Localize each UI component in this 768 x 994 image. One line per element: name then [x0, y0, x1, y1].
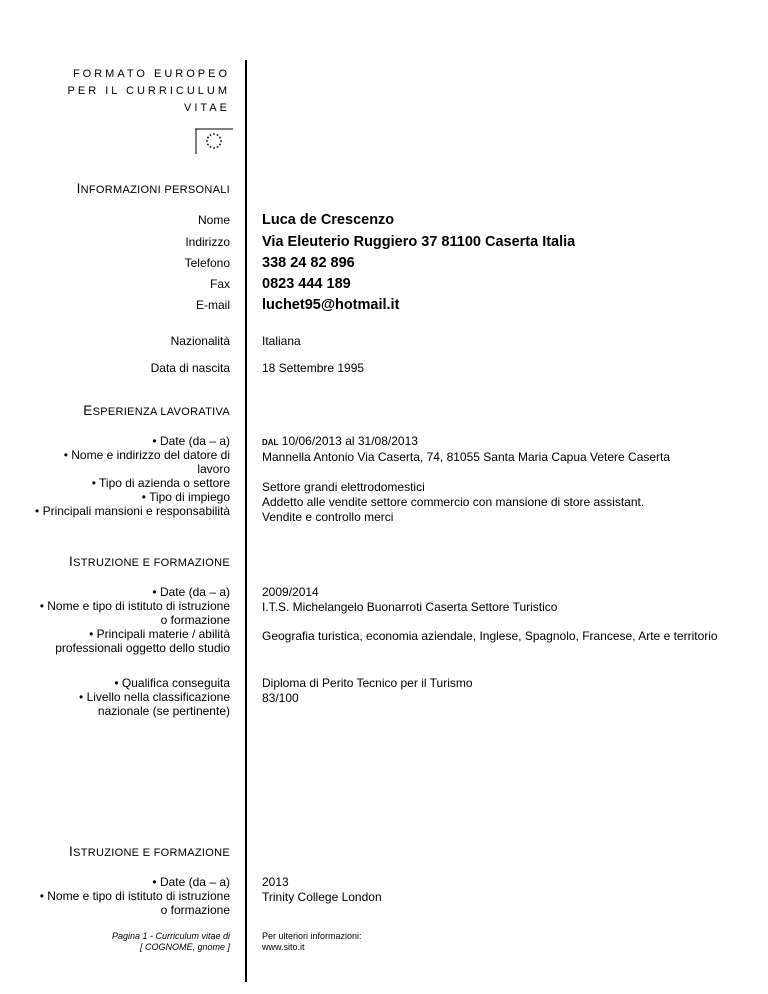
label-data-nascita: Data di nascita — [150, 361, 230, 375]
value-exp-sector: Settore grandi elettrodomestici — [262, 480, 425, 494]
value-exp-duties: Vendite e controllo merci — [262, 510, 394, 524]
value-fax: 0823 444 189 — [262, 276, 351, 292]
title-line-2: PER IL CURRICULUM — [67, 85, 230, 97]
label-edu2-institute-2: o formazione — [160, 903, 230, 917]
label-exp-dates: • Date (da – a) — [152, 434, 230, 448]
qualification-values — [262, 676, 473, 706]
value-edu-institute: I.T.S. Michelangelo Buonarroti Caserta Settore Turistico — [262, 600, 558, 614]
experience-values — [262, 434, 670, 525]
section-education2-title: ISTRUZIONE E FORMAZIONE — [69, 844, 230, 859]
value-nazionalita: Italiana — [262, 334, 301, 348]
label-edu-subjects-2: professionali oggetto dello studio — [55, 641, 230, 655]
label-indirizzo: Indirizzo — [185, 235, 230, 249]
section-education-title: ISTRUZIONE E FORMAZIONE — [69, 554, 230, 569]
education2-labels — [40, 875, 230, 917]
value-exp-role: Addetto alle vendite settore commercio con mansione di store assistant. — [262, 495, 645, 509]
label-level: • Livello nella classificazione — [79, 690, 230, 704]
value-edu2-institute: Trinity College London — [262, 890, 382, 904]
value-exp-dates: 10/06/2013 al 31/08/2013 — [281, 434, 418, 448]
label-edu2-dates: • Date (da – a) — [152, 875, 230, 889]
value-telefono: 338 24 82 896 — [262, 255, 355, 271]
section-personal-title: INFORMAZIONI PERSONALI — [76, 181, 230, 196]
footer-page-info — [112, 931, 230, 953]
label-telefono: Telefono — [184, 256, 230, 270]
label-edu-dates: • Date (da – a) — [152, 585, 230, 599]
value-nome: Luca de Crescenzo — [262, 212, 395, 228]
label-qualification: • Qualifica conseguita — [114, 676, 230, 690]
value-exp-employer: Mannella Antonio — [262, 450, 355, 464]
label-exp-sector: • Tipo di azienda o settore — [91, 476, 230, 490]
label-exp-employer-2: lavoro — [197, 462, 230, 476]
dal-prefix: DAL — [262, 438, 279, 447]
cv-title — [68, 66, 230, 117]
education-labels — [40, 585, 230, 655]
label-email: E-mail — [195, 298, 230, 312]
value-exp-address: Via Caserta, 74, 81055 Santa Maria Capua Vetere Caserta — [357, 450, 671, 464]
label-exp-role: • Tipo di impiego — [141, 490, 230, 504]
footer-left-line-2: [ COGNOME, gnome ] — [139, 942, 230, 952]
label-fax: Fax — [209, 277, 230, 291]
value-data-nascita: 18 Settembre 1995 — [262, 361, 365, 375]
footer-right-line-1: Per ulteriori informazioni: — [262, 931, 362, 941]
value-indirizzo: Via Eleuterio Ruggiero 37 81100 Caserta Italia — [262, 234, 576, 250]
footer-website-link[interactable]: www.sito.it — [262, 942, 305, 952]
section-experience-title: ESPERIENZA LAVORATIVA — [83, 403, 230, 418]
label-nome: Nome — [197, 213, 230, 227]
label-level-2: nazionale (se pertinente) — [97, 704, 230, 718]
education2-values — [262, 875, 382, 905]
experience-labels — [35, 434, 230, 518]
value-edu-dates: 2009/2014 — [262, 585, 319, 599]
eu-flag-icon — [195, 128, 233, 154]
value-edu-subjects: Geografia turistica, economia aziendale, Inglese, Spagnolo, Francese, Arte e territorio — [262, 629, 718, 643]
label-edu-institute-2: o formazione — [160, 613, 230, 627]
title-line-3: VITAE — [184, 102, 230, 114]
footer-more-info — [262, 931, 362, 953]
title-line-1: FORMATO EUROPEO — [72, 68, 230, 80]
value-grade: 83/100 — [262, 691, 299, 705]
education-values — [262, 585, 718, 644]
value-edu2-dates: 2013 — [262, 875, 289, 889]
footer-left-line-1: Pagina 1 - Curriculum vitae di — [111, 931, 230, 941]
qualification-labels — [79, 676, 230, 718]
label-nazionalita: Nazionalità — [170, 334, 230, 348]
vertical-divider — [245, 60, 247, 982]
value-qualification: Diploma di Perito Tecnico per il Turismo — [262, 676, 473, 690]
label-exp-employer: • Nome e indirizzo del datore di — [63, 448, 230, 462]
value-email: luchet95@hotmail.it — [262, 297, 400, 313]
label-edu-institute: • Nome e tipo di istituto di istruzione — [39, 599, 230, 613]
label-edu-subjects: • Principali materie / abilità — [89, 627, 230, 641]
label-edu2-institute: • Nome e tipo di istituto di istruzione — [39, 889, 230, 903]
label-exp-duties: • Principali mansioni e responsabilità — [35, 504, 230, 518]
